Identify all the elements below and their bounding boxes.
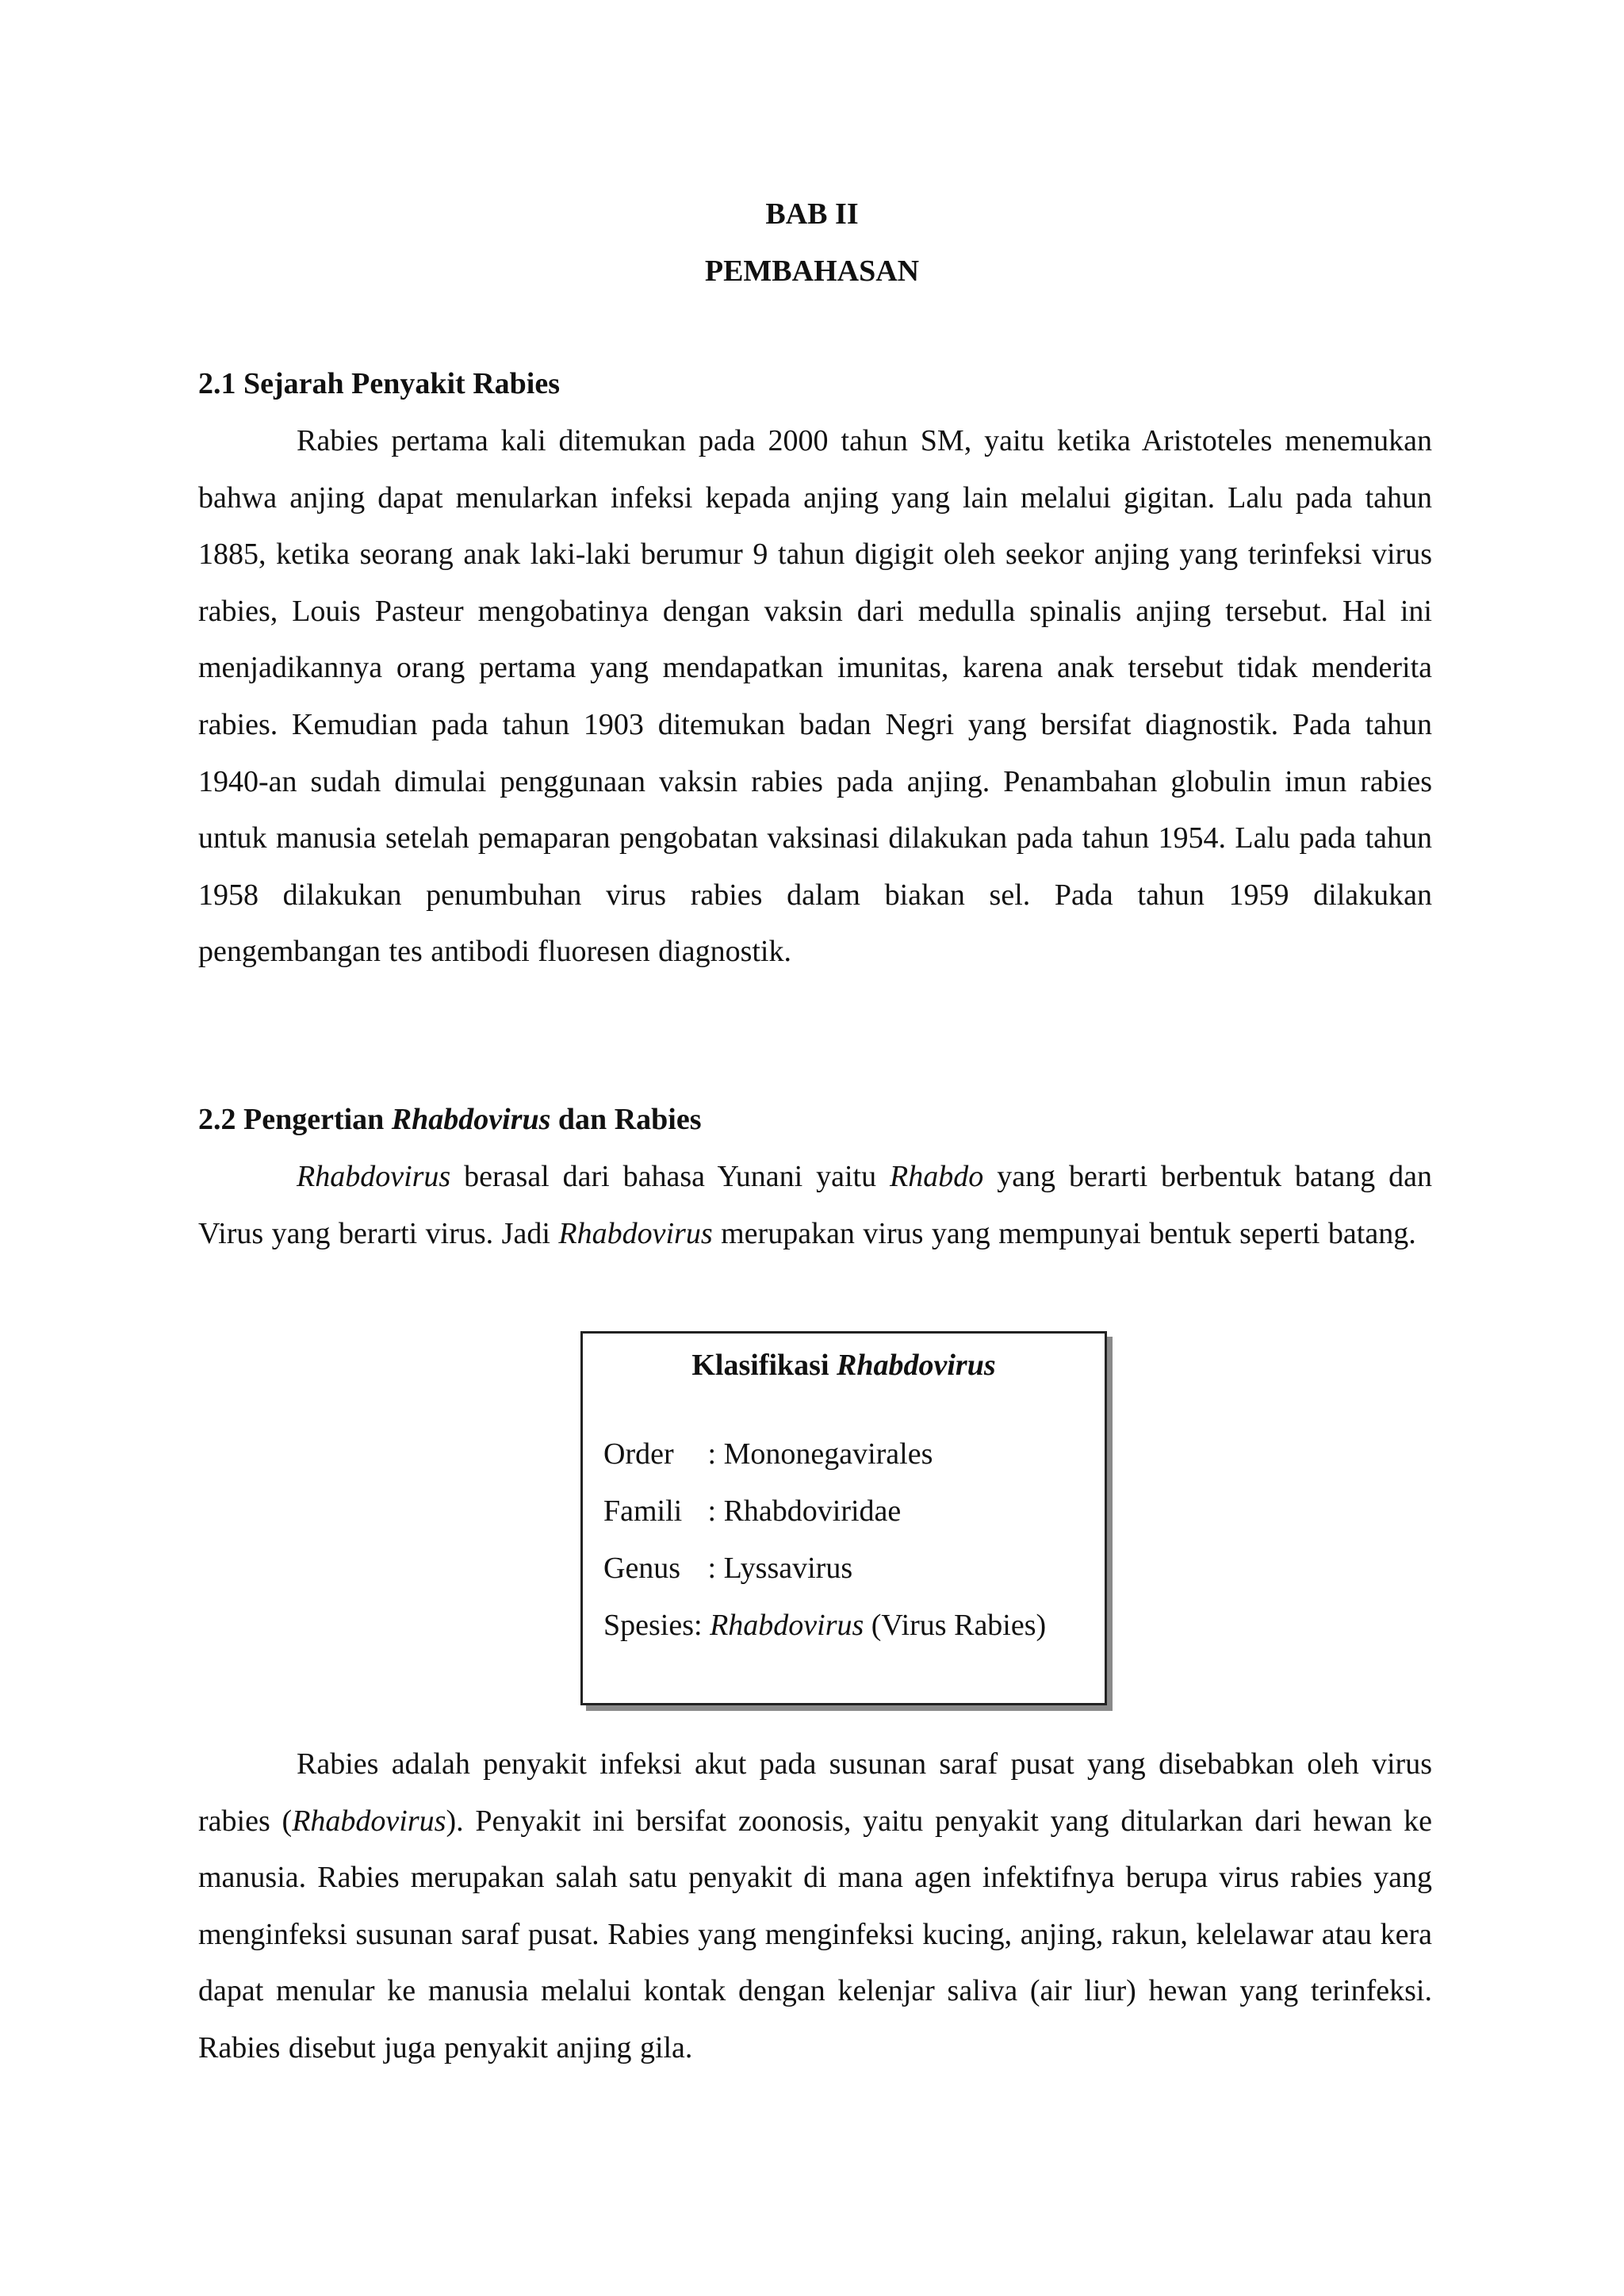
- classification-row-order: [603, 1437, 1046, 1494]
- chapter-number: BAB II: [765, 197, 859, 231]
- classification-title: [583, 1348, 1105, 1383]
- classification-label: Genus: [603, 1552, 681, 1585]
- history-paragraph: Rabies pertama kali ditemukan pada 2000 tahun SM, yaitu ketika Aristoteles menemukan bahwa anjing dapat menularkan infeksi kepada anjing yang lain melalui gigitan. Lalu pada tahun 1885, ketika seorang anak laki-laki berumur 9 tahun digigit oleh seekor anjing yang terinfeksi virus rabies, Louis Pasteur mengobatinya dengan vaksin dari medulla spinalis anjing tersebut. Hal ini menjadikannya orang pertama yang mendapatkan imunitas, karena anak tersebut tidak menderita rabies. Kemudian pada tahun 1903 ditemukan badan Negri yang bersifat diagnostik. Pada tahun 1940-an sudah dimulai penggunaan vaksin rabies pada anjing. Penambahan globulin imun rabies untuk manusia setelah pemaparan pengobatan vaksinasi dilakukan pada tahun 1954. Lalu pada tahun 1958 dilakukan penumbuhan virus rabies dalam biakan sel. Pada tahun 1959 dilakukan pengembangan tes antibodi fluoresen diagnostik.: [198, 424, 1432, 969]
- classification-separator: :: [700, 1437, 724, 1471]
- classification-separator: :: [700, 1552, 724, 1585]
- text-segment: yang berarti berbentuk batang dan Virus yang berarti virus. Jadi: [198, 1160, 1432, 1250]
- rabies-definition-paragraph: [198, 1736, 1432, 2077]
- section-heading-history: 2.1 Sejarah Penyakit Rabies: [198, 367, 560, 400]
- classification-title-prefix: Klasifikasi: [691, 1349, 837, 1382]
- classification-title-italic: Rhabdovirus: [837, 1349, 996, 1382]
- text-segment: Rabies adalah penyakit infeksi akut pada susunan saraf pusat yang disebabkan oleh virus rabies (: [198, 1747, 1432, 1838]
- classification-box: [580, 1331, 1107, 1705]
- classification-row-genus: [603, 1551, 1046, 1608]
- classification-label: Famili: [603, 1494, 683, 1528]
- chapter-title: PEMBAHASAN: [704, 254, 920, 288]
- heading-suffix: dan Rabies: [550, 1103, 702, 1136]
- classification-value: Rhabdoviridae: [723, 1494, 902, 1528]
- term-rhabdovirus: Rhabdovirus: [297, 1160, 451, 1193]
- classification-species-suffix: (Virus Rabies): [864, 1609, 1047, 1642]
- classification-value: Lyssavirus: [723, 1552, 853, 1585]
- classification-list: [603, 1437, 1046, 1665]
- term-rhabdo: Rhabdo: [890, 1160, 984, 1193]
- text-segment: berasal dari bahasa Yunani yaitu: [450, 1160, 891, 1193]
- text-segment: merupakan virus yang mempunyai bentuk seperti batang.: [712, 1216, 1416, 1250]
- heading-italic-term: Rhabdovirus: [391, 1103, 551, 1136]
- classification-row-famili: [603, 1494, 1046, 1551]
- term-rhabdovirus: Rhabdovirus: [292, 1804, 446, 1838]
- definition-paragraph: [198, 1149, 1432, 1262]
- classification-value: Mononegavirales: [723, 1437, 933, 1471]
- classification-label: Spesies:: [603, 1609, 703, 1642]
- term-rhabdovirus: Rhabdovirus: [558, 1216, 713, 1250]
- classification-row-spesies: [603, 1608, 1046, 1665]
- classification-species-italic: Rhabdovirus: [702, 1609, 864, 1642]
- heading-prefix: 2.2 Pengertian: [198, 1103, 392, 1136]
- classification-separator: :: [700, 1494, 724, 1528]
- text-segment: ). Penyakit ini bersifat zoonosis, yaitu penyakit yang ditularkan dari hewan ke manusia. Rabies merupakan salah satu penyakit di mana agen infektifnya berupa virus rabies yang menginfeksi susunan saraf pusat. Rabies yang menginfeksi kucing, anjing, rakun, kelelawar atau kera dapat menular ke manusia melalui kontak dengan kelenjar saliva (air liur) hewan yang terinfeksi. Rabies disebut juga penyakit anjing gila.: [198, 1804, 1433, 2064]
- section-heading-definition: [198, 1102, 1435, 1137]
- classification-label: Order: [603, 1437, 674, 1471]
